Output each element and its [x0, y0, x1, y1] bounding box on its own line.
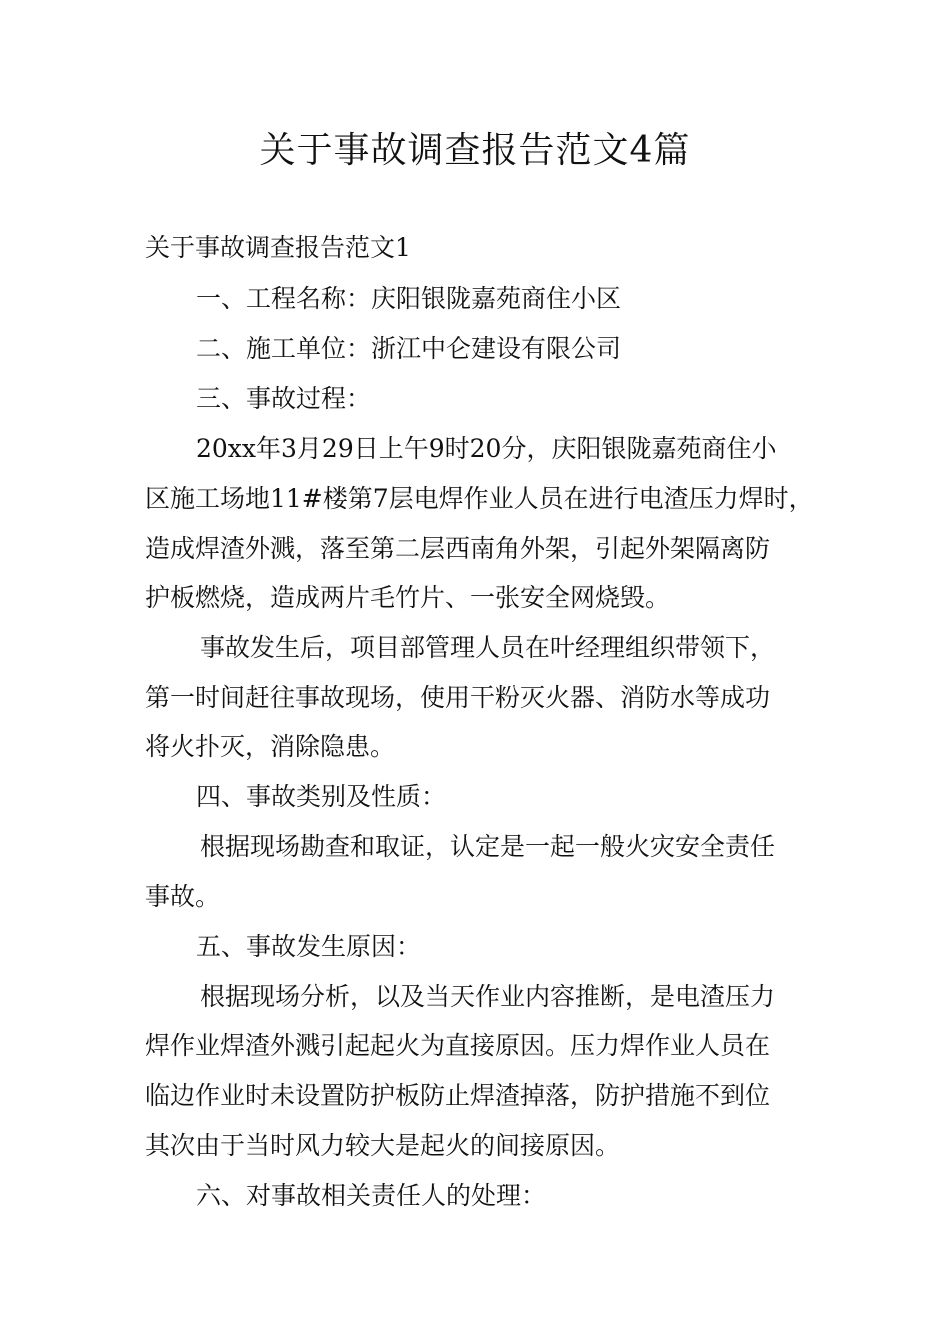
paragraph-line: 根据现场分析，以及当天作业内容推断，是电渣压力	[200, 982, 776, 1011]
document-title: 关于事故调查报告范文4篇	[259, 130, 691, 171]
paragraph-line: 其次由于当时风力较大是起火的间接原因。	[145, 1131, 621, 1160]
paragraph-line: 二、施工单位：浙江中仑建设有限公司	[196, 334, 622, 363]
paragraph-line: 护板燃烧，造成两片毛竹片、一张安全网烧毁。	[145, 583, 671, 612]
paragraph-line: 焊作业焊渣外溅引起起火为直接原因。压力焊作业人员在	[145, 1031, 771, 1060]
paragraph-line: 20xx年3月29日上午9时20分，庆阳银陇嘉苑商住小	[196, 434, 777, 463]
paragraph-line: 将火扑灭，消除隐患。	[145, 732, 396, 761]
paragraph-line: 六、对事故相关责任人的处理：	[196, 1181, 547, 1210]
paragraph-line: 事故发生后，项目部管理人员在叶经理组织带领下，	[200, 633, 776, 662]
paragraph-line: 造成焊渣外溅，落至第二层西南角外架，引起外架隔离防	[145, 534, 771, 563]
paragraph-line: 四、事故类别及性质：	[196, 782, 447, 811]
paragraph-line: 根据现场勘查和取证，认定是一起一般火灾安全责任	[200, 832, 776, 861]
paragraph-line: 临边作业时未设置防护板防止焊渣掉落，防护措施不到位	[145, 1081, 771, 1110]
paragraph-line: 三、事故过程：	[196, 384, 372, 413]
paragraph-line: 事故。	[145, 882, 221, 911]
section-heading: 关于事故调查报告范文1	[145, 233, 411, 262]
paragraph-line: 五、事故发生原因：	[196, 932, 422, 961]
paragraph-line: 第一时间赶往事故现场，使用干粉灭火器、消防水等成功	[145, 683, 771, 712]
paragraph-line: 区施工场地11#楼第7层电焊作业人员在进行电渣压力焊时，	[145, 484, 814, 513]
paragraph-line: 一、工程名称：庆阳银陇嘉苑商住小区	[196, 284, 622, 313]
